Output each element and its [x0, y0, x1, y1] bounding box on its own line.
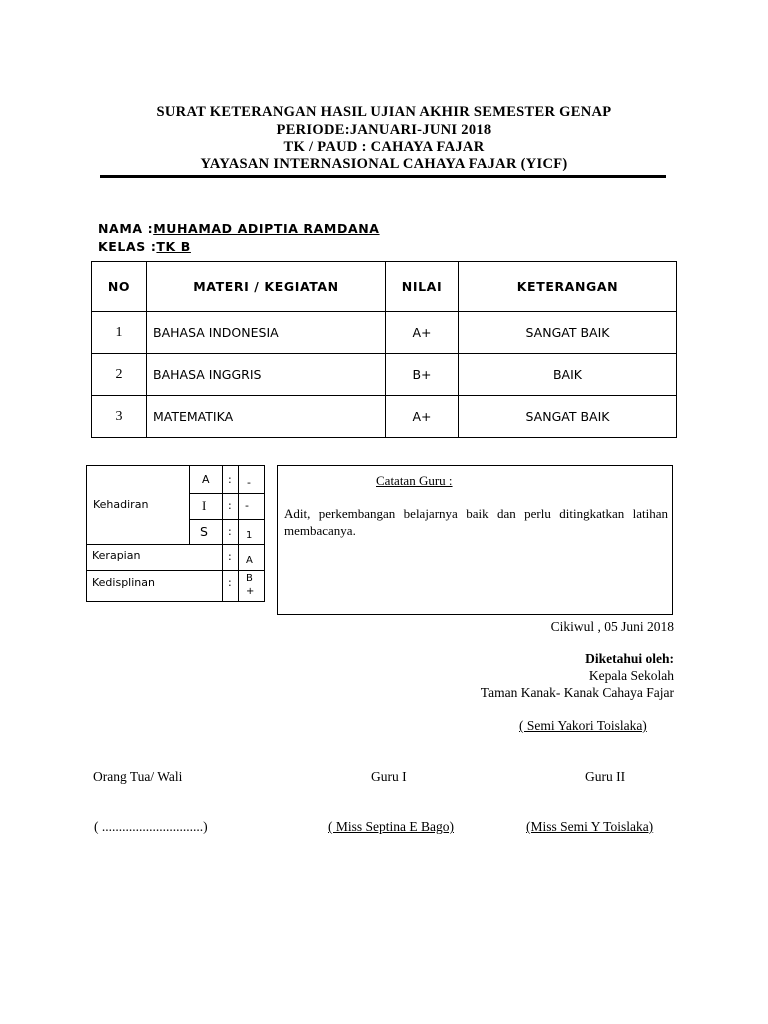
absent-code: A [202, 473, 210, 486]
title-line-2: PERIODE:JANUARI-JUNI 2018 [276, 122, 492, 138]
teacher2-label: Guru II [585, 769, 626, 784]
school-name: Taman Kanak- Kanak Cahaya Fajar [480, 685, 674, 700]
notes-body: Adit, perkembangan belajarnya baik dan perlu ditingkatkan latihan membacanya. [284, 506, 668, 538]
row-grade: A+ [386, 396, 459, 438]
title-line-1: SURAT KETERANGAN HASIL UJIAN AKHIR SEMESTER GENAP [156, 104, 612, 120]
absent-colon: : [228, 473, 232, 486]
name-label: NAMA : [98, 221, 154, 236]
kedisplinan-label: Kedisplinan [92, 576, 155, 589]
permission-colon: : [228, 499, 232, 512]
row-note: BAIK [459, 354, 677, 396]
header-note: KETERANGAN [459, 262, 677, 312]
kehadiran-label: Kehadiran [93, 498, 149, 511]
grades-table [91, 261, 677, 438]
title-line-4: YAYASAN INTERNASIONAL CAHAYA FAJAR (YICF) [200, 156, 568, 172]
table-row [92, 354, 677, 396]
class-row [98, 239, 191, 254]
row-no: 3 [92, 396, 147, 438]
row-note: SANGAT BAIK [459, 396, 677, 438]
row-no: 1 [92, 312, 147, 354]
absent-value: - [247, 476, 251, 489]
table-row [92, 396, 677, 438]
row-no: 2 [92, 354, 147, 396]
row-grade: A+ [386, 312, 459, 354]
header-subject: MATERI / KEGIATAN [147, 262, 386, 312]
class-label: KELAS : [98, 239, 157, 254]
place-date: Cikiwul , 05 Juni 2018 [550, 619, 674, 634]
teacher-notes-box [277, 465, 673, 615]
teacher1-signature: ( Miss Septina E Bago) [328, 819, 454, 834]
class-value: TK B [156, 239, 191, 254]
parent-signature: ( ..............................) [94, 819, 208, 834]
known-by: Diketahui oleh: [585, 651, 674, 666]
header-no: NO [92, 262, 147, 312]
row-grade: B+ [386, 354, 459, 396]
grades-header-row [92, 262, 677, 312]
parent-label: Orang Tua/ Wali [93, 769, 183, 784]
sick-code: S [200, 524, 208, 539]
head-name: ( Semi Yakori Toislaka) [519, 718, 647, 733]
row-subject: MATEMATIKA [147, 396, 386, 438]
row-subject: BAHASA INDONESIA [147, 312, 386, 354]
kerapian-label: Kerapian [92, 549, 141, 562]
teacher2-signature: (Miss Semi Y Toislaka) [526, 819, 654, 834]
head-title: Kepala Sekolah [588, 668, 674, 683]
header-grade: NILAI [386, 262, 459, 312]
table-row [92, 312, 677, 354]
header-divider [100, 175, 666, 178]
name-value: MUHAMAD ADIPTIA RAMDANA [153, 221, 380, 236]
sick-value: 1 [246, 530, 253, 541]
permission-code: I [202, 498, 207, 513]
attendance-box [86, 465, 265, 602]
kerapian-value: A [246, 555, 253, 566]
kedisplinan-value-suffix: + [246, 586, 255, 597]
notes-title: Catatan Guru : [376, 473, 453, 488]
row-note: SANGAT BAIK [459, 312, 677, 354]
permission-value: - [245, 499, 249, 512]
name-row [98, 221, 380, 236]
teacher1-label: Guru I [371, 769, 407, 784]
sick-colon: : [228, 525, 232, 538]
kedisplinan-value: B [246, 573, 253, 584]
kedisplinan-colon: : [228, 576, 232, 589]
row-subject: BAHASA INGGRIS [147, 354, 386, 396]
kerapian-colon: : [228, 550, 232, 563]
title-line-3: TK / PAUD : CAHAYA FAJAR [283, 139, 485, 155]
